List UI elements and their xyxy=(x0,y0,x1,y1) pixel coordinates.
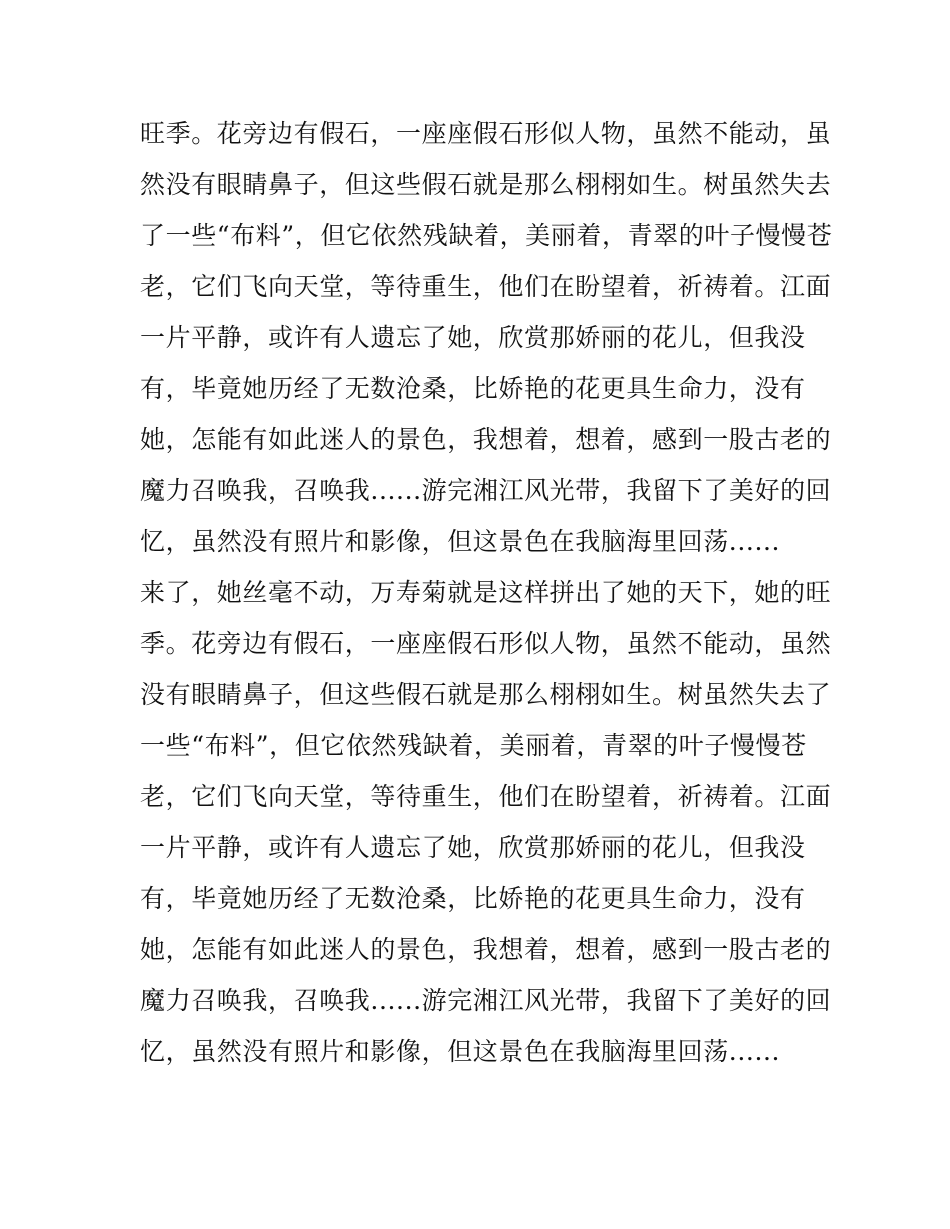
text-line: 季。花旁边有假石，一座座假石形似人物，虽然不能动，虽然 xyxy=(140,629,832,658)
text-line: 老，它们飞向天堂，等待重生，他们在盼望着，祈祷着。江面 xyxy=(140,272,832,301)
text-line: 她，怎能有如此迷人的景色，我想着，想着，感到一股古老的 xyxy=(140,935,832,964)
text-line: 魔力召唤我，召唤我......游完湘江风光带，我留下了美好的回 xyxy=(140,986,832,1015)
text-line: 老，它们飞向天堂，等待重生，他们在盼望着，祈祷着。江面 xyxy=(140,782,832,811)
text-line: 没有眼睛鼻子，但这些假石就是那么栩栩如生。树虽然失去了 xyxy=(140,680,832,709)
text-line: 一片平静，或许有人遗忘了她，欣赏那娇丽的花儿，但我没 xyxy=(140,833,806,862)
text-line: 有，毕竟她历经了无数沧桑，比娇艳的花更具生命力，没有 xyxy=(140,884,806,913)
text-line: 了一些“布料”，但它依然残缺着，美丽着，青翠的叶子慢慢苍 xyxy=(140,221,833,250)
text-line: 忆，虽然没有照片和影像，但这景色在我脑海里回荡...... xyxy=(140,1037,781,1066)
text-line: 一些“布料”，但它依然残缺着，美丽着，青翠的叶子慢慢苍 xyxy=(140,731,807,760)
text-line: 魔力召唤我，召唤我......游完湘江风光带，我留下了美好的回 xyxy=(140,476,832,505)
text-line: 忆，虽然没有照片和影像，但这景色在我脑海里回荡...... xyxy=(140,527,781,556)
text-line: 有，毕竟她历经了无数沧桑，比娇艳的花更具生命力，没有 xyxy=(140,374,806,403)
text-line: 一片平静，或许有人遗忘了她，欣赏那娇丽的花儿，但我没 xyxy=(140,323,806,352)
text-line: 她，怎能有如此迷人的景色，我想着，想着，感到一股古老的 xyxy=(140,425,832,454)
essay-body xyxy=(140,108,833,1077)
text-line: 然没有眼睛鼻子，但这些假石就是那么栩栩如生。树虽然失去 xyxy=(140,170,832,199)
text-line: 来了，她丝毫不动，万寿菊就是这样拼出了她的天下，她的旺 xyxy=(140,578,832,607)
text-line: 旺季。花旁边有假石，一座座假石形似人物，虽然不能动，虽 xyxy=(140,119,832,148)
